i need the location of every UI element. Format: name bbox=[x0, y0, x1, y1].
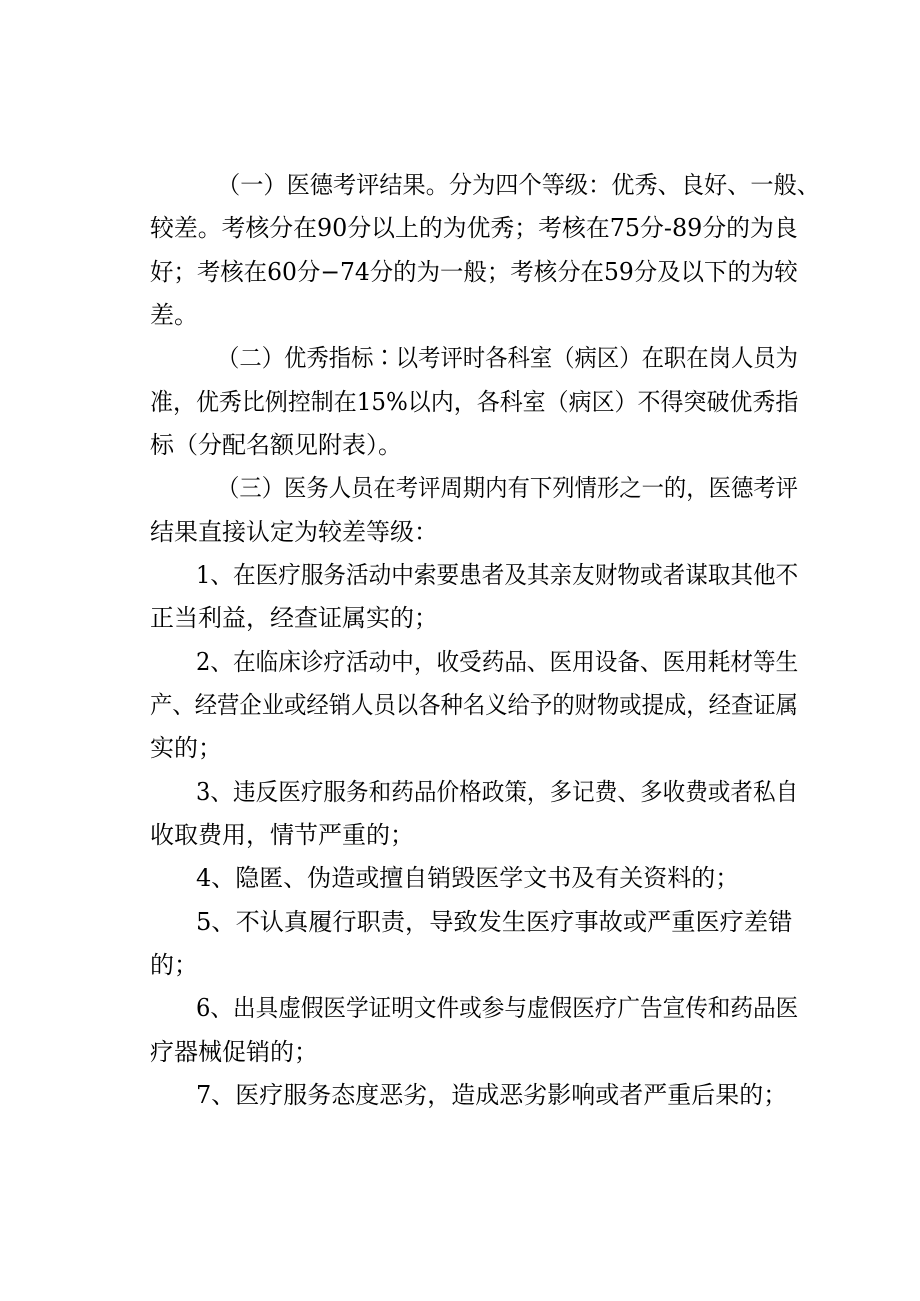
para-1-line-3: 好；考核在60分−74分的为一般；考核分在59分及以下的为较 bbox=[150, 258, 798, 286]
para-1-line-2: 较差。考核分在90分以上的为优秀；考核在75分-89分的为良 bbox=[150, 214, 798, 242]
item-5-line-1: 5、不认真履行职责，导致发生医疗事故或严重医疗差错 bbox=[196, 908, 793, 936]
para-3-line-1: （三）医务人员在考评周期内有下列情形之一的，医德考评 bbox=[217, 474, 798, 502]
para-2-line-2: 准，优秀比例控制在15%以内，各科室（病区）不得突破优秀指 bbox=[150, 388, 799, 416]
para-1-line-1: （一）医德考评结果。分为四个等级：优秀、良好、一般、 bbox=[217, 171, 820, 199]
item-2-line-3: 实的； bbox=[150, 734, 222, 762]
item-2-line-2: 产、经营企业或经销人员以各种名义给予的财物或提成，经查证属 bbox=[150, 691, 798, 719]
para-1-line-4: 差。 bbox=[150, 301, 198, 329]
para-3-line-2: 结果直接认定为较差等级： bbox=[150, 518, 438, 546]
item-6-line-1: 6、出具虚假医学证明文件或参与虚假医疗广告宣传和药品医 bbox=[196, 994, 799, 1022]
item-5-line-2: 的； bbox=[150, 951, 198, 979]
para-2-line-3: 标（分配名额见附表）。 bbox=[150, 431, 402, 459]
para-2-line-1: （二）优秀指标∶以考评时各科室（病区）在职在岗人员为 bbox=[217, 344, 798, 372]
item-3-line-2: 收取费用，情节严重的； bbox=[150, 821, 414, 849]
item-4-line-1: 4、隐匿、伪造或擅自销毁医学文书及有关资料的； bbox=[196, 864, 740, 892]
item-7-line-1: 7、医疗服务态度恶劣，造成恶劣影响或者严重后果的； bbox=[196, 1081, 788, 1109]
item-1-line-2: 正当利益，经查证属实的； bbox=[150, 604, 438, 632]
item-6-line-2: 疗器械促销的； bbox=[150, 1038, 318, 1066]
item-2-line-1: 2、在临床诊疗活动中，收受药品、医用设备、医用耗材等生 bbox=[196, 648, 799, 676]
item-3-line-1: 3、违反医疗服务和药品价格政策，多记费、多收费或者私自 bbox=[196, 778, 799, 806]
item-1-line-1: 1、在医疗服务活动中索要患者及其亲友财物或者谋取其他不 bbox=[196, 561, 799, 589]
